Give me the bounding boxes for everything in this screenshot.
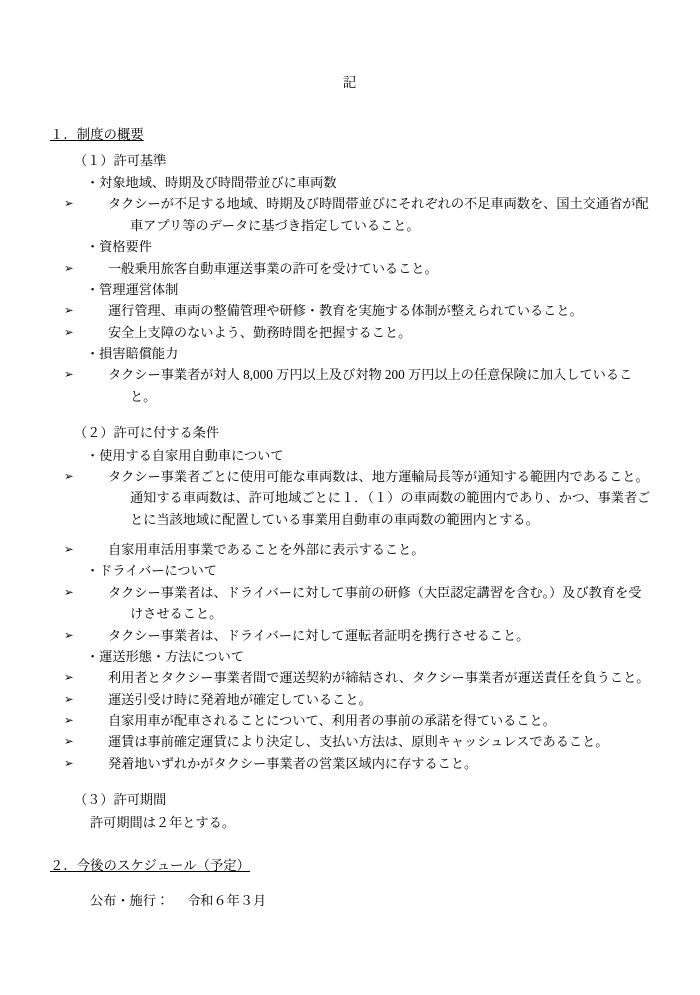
arrow-icon: ➢ <box>64 734 74 749</box>
bullet-group-label: ・対象地域、時期及び時間帯並びに車両数 <box>86 175 337 191</box>
arrow-item <box>64 582 654 625</box>
arrow-item-text: 運行管理、車両の整備管理や研修・教育を実施する体制が整えられていること。 <box>108 303 583 319</box>
arrow-item-text: 運送引受け時に発着地が確定していること。 <box>108 691 372 707</box>
subsection-1-2-title: （２）許可に付する条件 <box>74 425 220 441</box>
section-1-title: １．制度の概要 <box>50 127 144 143</box>
section-1-heading <box>46 124 654 148</box>
arrow-item-text: 一般乗用旅客自動車運送事業の許可を受けていること。 <box>108 260 438 276</box>
arrow-item <box>64 753 654 774</box>
arrow-icon: ➢ <box>64 691 74 706</box>
spacer <box>46 530 654 539</box>
bullet-group-label: ・ドライバーについて <box>86 563 217 579</box>
arrow-item-text: 運賃は事前確定運賃により決定し、支払い方法は、原則キャッシュレスであること。 <box>108 734 609 750</box>
arrow-icon: ➢ <box>64 303 74 318</box>
arrow-item-text: タクシーが不足する地域、時期及び時間帯並びにそれぞれの不足車両数を、国土交通省が配車アプリ等のデータに基づき指定していること。 <box>108 196 649 233</box>
arrow-icon: ➢ <box>64 542 74 557</box>
arrow-icon: ➢ <box>64 713 74 728</box>
bullet-group-label: ・損害賠償能力 <box>86 346 179 362</box>
arrow-icon: ➢ <box>64 367 74 382</box>
arrow-item <box>64 731 654 752</box>
arrow-icon: ➢ <box>64 755 74 770</box>
arrow-item <box>64 667 654 688</box>
schedule-label: 公布・施行： <box>90 892 170 908</box>
arrow-item <box>64 625 654 646</box>
arrow-icon: ➢ <box>64 196 74 211</box>
arrow-item <box>64 258 654 279</box>
subsection-1-3-title: （３）許可期間 <box>74 792 167 808</box>
arrow-icon: ➢ <box>64 324 74 339</box>
arrow-icon: ➢ <box>64 468 74 483</box>
arrow-icon: ➢ <box>64 627 74 642</box>
arrow-item-text: 安全上支障のないよう、勤務時間を把握すること。 <box>108 324 412 340</box>
section-2 <box>46 855 654 911</box>
spacer <box>46 407 654 422</box>
arrow-item <box>64 364 654 407</box>
subsection-1-1-title: （１）許可基準 <box>74 152 167 168</box>
section-2-heading <box>46 855 654 879</box>
spacer <box>46 835 654 855</box>
arrow-icon: ➢ <box>64 584 74 599</box>
arrow-item-text: 自家用車が配車されることについて、利用者の事前の承諾を得ていること。 <box>108 713 556 729</box>
section-1 <box>46 124 654 833</box>
arrow-icon: ➢ <box>64 260 74 275</box>
bullet-group-label: ・使用する自家用自動車について <box>86 447 284 463</box>
subsection-1-3-text: 許可期間は２年とする。 <box>90 814 236 830</box>
arrow-item <box>64 300 654 321</box>
bullet-group-label: ・運送形態・方法について <box>86 648 244 664</box>
arrow-item-text: タクシー事業者が対人 8,000 万円以上及び対物 200 万円以上の任意保険に加入していること。 <box>108 367 633 404</box>
arrow-item-text: タクシー事業者ごとに使用可能な車両数は、地方運輸局長等が通知する範囲内であること。通知する車両数は、許可地域ごとに１．（１）の車両数の範囲内であり、かつ、事業者ごとに当該地域に配置している事業用自動車の車両数の範囲内とする。 <box>108 468 651 527</box>
arrow-item <box>64 539 654 560</box>
schedule-value: 令和６年３月 <box>187 892 267 908</box>
arrow-item-text: タクシー事業者は、ドライバーに対して事前の研修（大臣認定講習を含む。）及び教育を受けさせること。 <box>108 584 642 622</box>
spacer <box>46 774 654 789</box>
arrow-item <box>64 466 654 530</box>
section-2-title: ２．今後のスケジュール（予定） <box>50 857 251 873</box>
arrow-icon: ➢ <box>64 670 74 685</box>
arrow-item <box>64 193 654 236</box>
schedule-row <box>90 890 654 911</box>
arrow-item <box>64 710 654 731</box>
arrow-item-text: 発着地いずれかがタクシー事業者の営業区域内に存すること。 <box>108 755 478 771</box>
bullet-group-label: ・資格要件 <box>86 239 152 255</box>
arrow-item-text: タクシー事業者は、ドライバーに対して運転者証明を携行させること。 <box>108 627 530 643</box>
page-title: 記 <box>342 75 358 90</box>
spacer <box>46 881 654 890</box>
arrow-item-text: 自家用車活用事業であることを外部に表示すること。 <box>108 542 425 558</box>
bullet-group-label: ・管理運営体制 <box>86 281 179 297</box>
arrow-item <box>64 689 654 710</box>
arrow-item <box>64 322 654 343</box>
arrow-item-text: 利用者とタクシー事業者間で運送契約が締結され、タクシー事業者が運送責任を負うこと。 <box>108 670 650 686</box>
